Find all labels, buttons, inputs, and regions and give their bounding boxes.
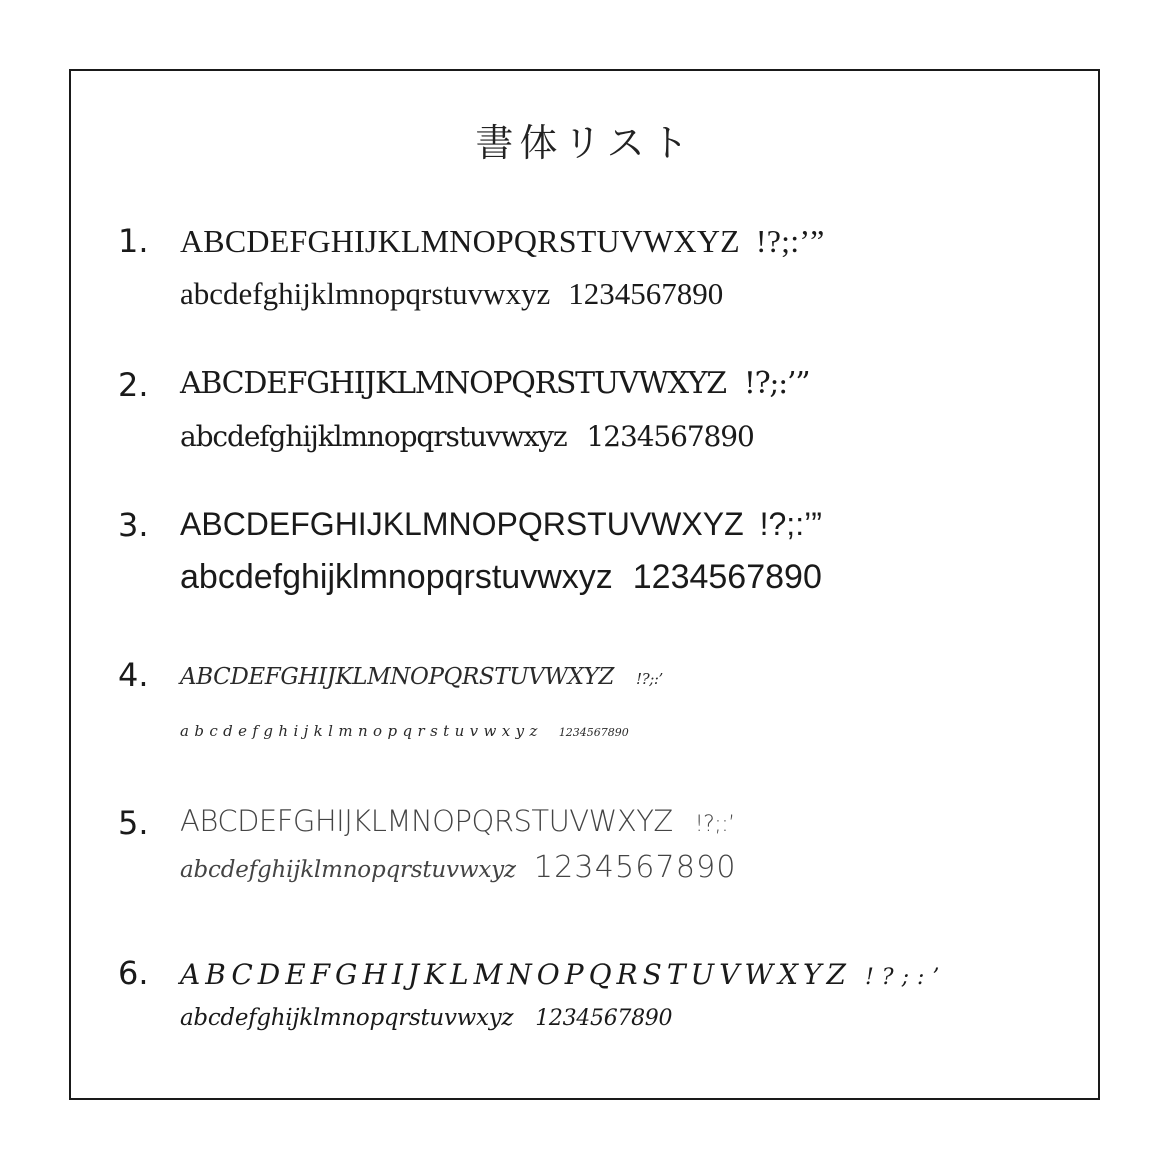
font-6-digits: 1234567890 — [535, 1006, 673, 1031]
font-5-lowercase-line — [180, 850, 737, 885]
font-1-lowercase: abcdefghijklmnopqrstuvwxyz — [180, 276, 551, 311]
font-3-lowercase-line — [180, 558, 822, 597]
font-number-3: 3. — [118, 506, 149, 544]
font-number-2: 2. — [118, 366, 149, 404]
font-4-uppercase: ABCDEFGHIJKLMNOPQRSTUVWXYZ — [180, 664, 614, 690]
font-3-digits: 1234567890 — [632, 558, 822, 596]
font-5-digits: 1234567890 — [533, 850, 737, 885]
font-5-uppercase: ABCDEFGHIJKLMNOPQRSTUVWXYZ — [180, 804, 673, 838]
font-number-6: 6. — [118, 954, 149, 992]
font-2-lowercase-line — [180, 420, 754, 453]
font-2-symbols: !?;:’” — [743, 366, 810, 401]
font-1-symbols: !?;:’” — [755, 223, 825, 259]
font-5-lowercase: abcdefghijklmnopqrstuvwxyz — [180, 857, 516, 883]
font-number-4: 4. — [118, 656, 149, 694]
font-1-uppercase: ABCDEFGHIJKLMNOPQRSTUVWXYZ — [180, 223, 740, 259]
font-5-symbols: !?;:’ — [694, 812, 735, 837]
font-3-uppercase: ABCDEFGHIJKLMNOPQRSTUVWXYZ — [180, 506, 744, 542]
font-6-lowercase-line — [180, 1005, 672, 1031]
font-3-uppercase-line — [180, 506, 822, 543]
font-6-uppercase: ABCDEFGHIJKLMNOPQRSTUVWXYZ — [180, 958, 851, 991]
font-6-symbols: !?;:’ — [864, 965, 948, 990]
font-3-lowercase: abcdefghijklmnopqrstuvwxyz — [180, 558, 613, 596]
font-2-uppercase-line — [180, 366, 809, 401]
font-6-lowercase: abcdefghijklmnopqrstuvwxyz — [180, 1005, 514, 1031]
font-2-uppercase: ABCDEFGHIJKLMNOPQRSTUVWXYZ — [180, 366, 726, 401]
font-2-lowercase: abcdefghijklmnopqrstuvwxyz — [180, 420, 567, 453]
font-6-uppercase-line — [180, 958, 947, 991]
font-4-lowercase-line — [180, 722, 629, 740]
font-2-digits: 1234567890 — [586, 420, 754, 453]
font-4-lowercase: abcdefghijklmnopqrstuvwxyz — [180, 722, 543, 740]
font-4-symbols: !?;:’ — [635, 670, 663, 688]
font-5-uppercase-line — [180, 804, 735, 838]
font-3-symbols: !?;:’” — [759, 506, 822, 542]
font-1-lowercase-line — [180, 276, 723, 312]
font-number-5: 5. — [118, 804, 149, 842]
font-4-digits: 1234567890 — [558, 726, 629, 739]
font-1-digits: 1234567890 — [568, 276, 724, 311]
font-1-uppercase-line — [180, 223, 825, 260]
font-4-uppercase-line — [180, 664, 663, 690]
page-title: 書体リスト — [475, 121, 695, 165]
font-number-1: 1. — [118, 222, 149, 260]
